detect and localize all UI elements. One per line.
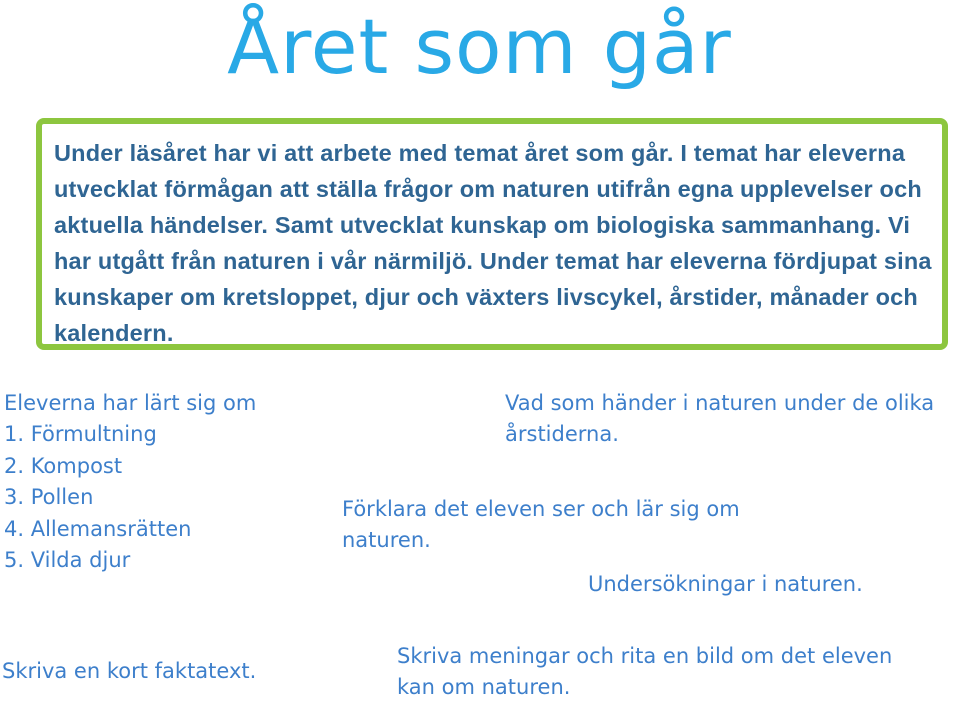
drawing-text: Skriva meningar och rita en bild om det eleven kan om naturen. xyxy=(397,644,893,699)
list-item: 5. Vilda djur xyxy=(4,548,131,572)
intro-paragraph: Under läsåret har vi att arbete med temat året som går. I temat har eleverna utvecklat förmågan att ställa frågor om naturen utifrån egna upplevelser och aktuella händelser. Samt utvecklat kunskap om biologiska sammanhang. Vi har utgått från naturen i vår närmiljö. Under temat har eleverna fördjupat sina kunskaper om kretsloppet, djur och växters livscykel, årstider, månader och kalendern. xyxy=(54,140,932,346)
list-item: 2. Kompost xyxy=(4,453,123,478)
list-item: 3. Pollen xyxy=(4,485,94,509)
learned-section xyxy=(4,388,324,577)
fact-text: Skriva en kort faktatext. xyxy=(2,659,257,683)
intro-box xyxy=(36,118,948,350)
explain-text: Förklara det eleven ser och lär sig om naturen. xyxy=(342,497,740,552)
investigations-text: Undersökningar i naturen. xyxy=(588,572,863,596)
list-item: 1. Förmultning xyxy=(4,422,157,446)
page-title: Året som går xyxy=(227,2,732,91)
seasons-text: Vad som händer i naturen under de olika årstiderna. xyxy=(505,391,935,446)
learned-heading: Eleverna har lärt sig om xyxy=(4,391,257,415)
list-item: 4. Allemansrätten xyxy=(4,516,192,541)
learned-list xyxy=(4,419,324,577)
